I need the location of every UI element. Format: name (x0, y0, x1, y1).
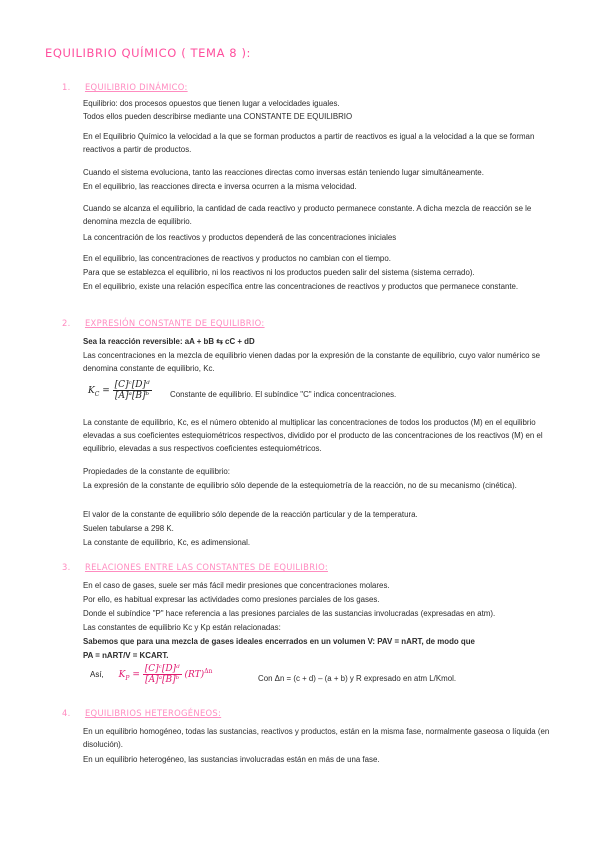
kc-numerator: [C]ᶜ[D]ᵈ (114, 380, 150, 390)
paragraph: En el equilibrio, las reacciones directa e inversa ocurren a la misma velocidad. (83, 182, 357, 191)
paragraph: En un equilibrio homogéneo, todas las sustancias, reactivos y productos, están en la misma fase, normalmente gaseosa o líquida (en disolución). (83, 727, 550, 750)
section-number: 1. (62, 82, 71, 92)
property-item: Suelen tabularse a 298 K. (83, 524, 174, 533)
paragraph: Todos ellos pueden describirse mediante una CONSTANTE DE EQUILIBRIO (83, 112, 353, 121)
properties-title: Propiedades de la constante de equilibrio: (83, 467, 230, 476)
kc-equation: $K_C$ = $\frac{\text{[C]ᶜ[D]ᵈ}}{\text{[A]ᵃ[B]ᵇ}}$ (88, 380, 150, 401)
asi-label: Así, (90, 670, 104, 679)
paragraph: Donde el subíndice "P" hace referencia a las presiones parciales de las sustancias involucradas (expresadas en atm). (83, 609, 496, 618)
section-label: RELACIONES ENTRE LAS CONSTANTES DE EQUILIBRIO: (84, 562, 328, 572)
property-item: El valor de la constante de equilibrio sólo depende de la reacción particular y de la temperatura. (83, 510, 418, 519)
kp-symbol: K (118, 670, 126, 680)
paragraph: Cuando se alcanza el equilibrio, la cantidad de cada reactivo y producto permanece constante. A dicha mezcla de reacción se le denomina mezcla de equilibrio. (83, 204, 532, 227)
kc-subscript: C (94, 390, 100, 398)
paragraph: En el caso de gases, suele ser más fácil medir presiones que concentraciones molares. (83, 581, 390, 590)
section-number: 3. (62, 562, 71, 572)
property-item: La constante de equilibrio, Kc, es adimensional. (83, 538, 251, 547)
paragraph: En el equilibrio, existe una relación específica entre las concentraciones de reactivos y productos que permanece constante. (83, 282, 519, 291)
paragraph: PA = nART/V = KCART. (83, 651, 169, 660)
paragraph: La constante de equilibrio, Kc, es el número obtenido al multiplicar las concentraciones de todos los productos (M) en el equilibrio elevadas a sus coeficientes estequiométricos respectivos, dividido por el producto de las concentraciones de los reactivos (M) en el equilibrio, elevadas a sus respectivos coeficientes estequiométricos. (83, 418, 543, 454)
kc-note: Constante de equilibrio. El subíndice "C" indica concentraciones. (170, 390, 397, 399)
section-label: EQUILIBRIOS HETEROGÉNEOS: (84, 708, 222, 718)
section-number: 4. (62, 708, 71, 718)
paragraph: En el Equilibrio Químico la velocidad a la que se forman productos a partir de reactivos es igual a la velocidad a la que se forman reactivos a partir de productos. (83, 132, 535, 155)
paragraph: Las constantes de equilibrio Kc y Kp están relacionadas: (83, 623, 281, 632)
kc-fraction (113, 380, 152, 401)
kp-fraction (143, 664, 182, 685)
kp-exponent: Δn (204, 668, 213, 675)
section-label: EQUILIBRIO DINÁMICO: (84, 82, 188, 92)
reaction-line: Sea la reacción reversible: aA + bB ⇆ cC + dD (83, 337, 255, 346)
kp-equation: Así, $K_P$ = $\frac{\text{[C]ᶜ[D]ᵈ}}{\text{[A]ᵃ[B]ᵇ}}$ (RT)$^{\Delta n}$ (90, 664, 213, 685)
kc-symbol: K (88, 386, 95, 396)
section-heading-2 (62, 318, 265, 328)
kp-rt: (RT) (184, 670, 205, 680)
kc-denominator: [A]ᵃ[B]ᵇ (115, 391, 150, 401)
page-title: EQUILIBRIO QUÍMICO ( TEMA 8 ): (45, 46, 252, 60)
paragraph: Equilibrio: dos procesos opuestos que tienen lugar a velocidades iguales. (83, 99, 340, 108)
paragraph: En un equilibrio heterogéneo, las sustancias involucradas están en más de una fase. (83, 755, 380, 764)
section-heading-3 (62, 562, 328, 572)
kp-subscript: P (125, 674, 130, 682)
paragraph: Por ello, es habitual expresar las actividades como presiones parciales de los gases. (83, 595, 380, 604)
paragraph: La concentración de los reactivos y productos dependerá de las concentraciones iniciales (83, 233, 397, 242)
kp-note: Con Δn = (c + d) – (a + b) y R expresado en atm L/Kmol. (258, 674, 457, 683)
section-number: 2. (62, 318, 71, 328)
paragraph: Cuando el sistema evoluciona, tanto las reacciones directas como inversas están teniendo lugar simultáneamente. (83, 168, 484, 177)
section-heading-4 (62, 708, 221, 718)
kp-denominator: [A]ᵃ[B]ᵇ (145, 675, 180, 685)
paragraph: Las concentraciones en la mezcla de equilibrio vienen dadas por la expresión de la constante de equilibrio, cuyo valor numérico se denomina constante de equilibrio, Kc. (83, 351, 541, 374)
paragraph: En el equilibrio, las concentraciones de reactivos y productos no cambian con el tiempo. (83, 254, 391, 263)
kp-numerator: [C]ᶜ[D]ᵈ (144, 664, 180, 674)
paragraph: Para que se establezca el equilibrio, ni los reactivos ni los productos pueden salir del sistema (sistema cerrado). (83, 268, 475, 277)
property-item: La expresión de la constante de equilibrio sólo depende de la estequiometría de la reacción, no de su mecanismo (cinética). (83, 481, 517, 490)
section-heading-1 (62, 82, 188, 92)
section-label: EXPRESIÓN CONSTANTE DE EQUILIBRIO: (84, 318, 265, 328)
paragraph: Sabemos que para una mezcla de gases ideales encerrados en un volumen V: PAV = nART, de modo que (83, 637, 475, 646)
